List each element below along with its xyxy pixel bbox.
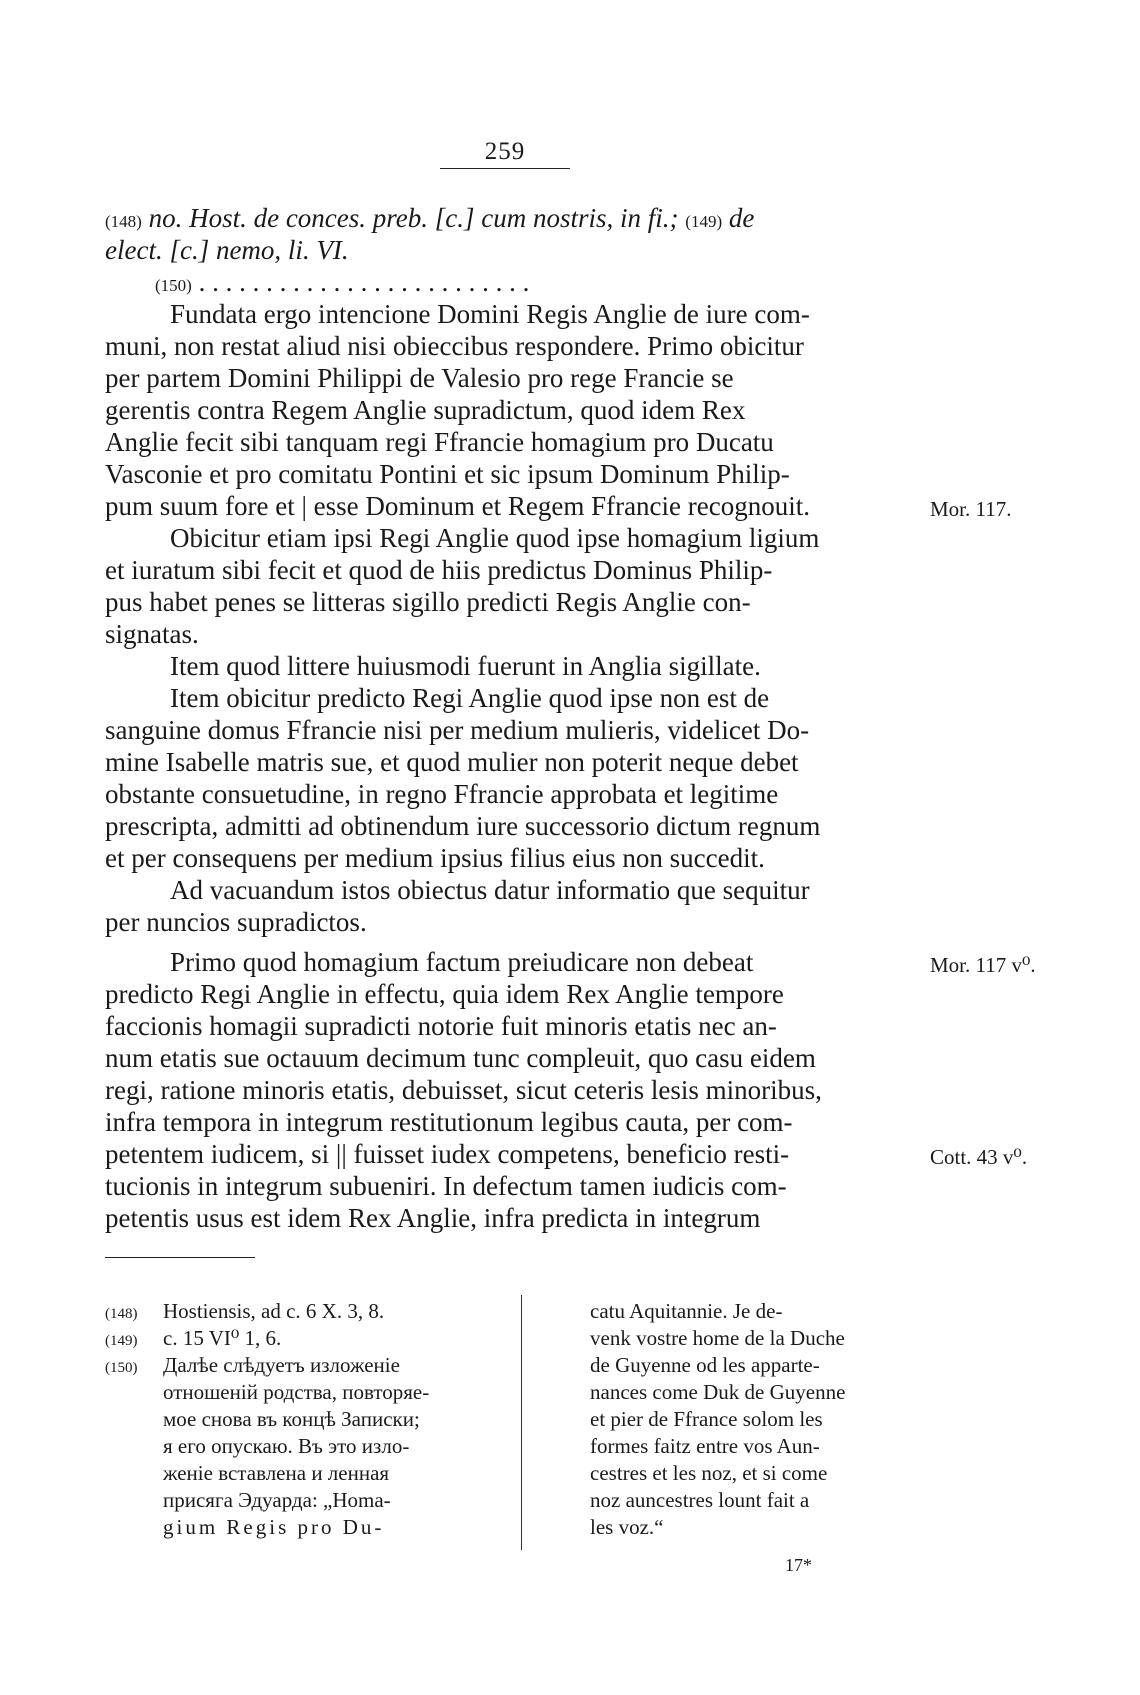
body-line: faccionis homagii supradicti notorie fuit minoris etatis nec an- (105, 1011, 777, 1041)
margin-reference: Mor. 117. (930, 497, 1012, 521)
body-line: per nuncios supradictos. (105, 907, 367, 937)
page-number: 259 (484, 138, 526, 165)
header-note-text: no. Host. de conces. preb. [c.] cum nostris, in fi.; (148, 203, 679, 233)
footnote-ref: (148) (105, 212, 142, 231)
footnote-text: Hostiensis, ad c. 6 X. 3, 8. (163, 1299, 385, 1323)
footnote-line: noz auncestres lount fait a (590, 1488, 810, 1512)
body-line: pum suum fore et | esse Dominum et Regem Ffrancie recognouit. (105, 491, 810, 521)
body-line: muni, non restat aliud nisi obieccibus respondere. Primo obicitur (105, 331, 804, 361)
body-line: Vasconie et pro comitatu Pontini et sic ipsum Dominum Philip- (105, 459, 790, 489)
header-note-line: elect. [c.] nemo, li. VI. (105, 235, 349, 265)
footnote-line: мое снова въ концѣ Записки; (163, 1407, 420, 1431)
footnote-mark: (149) (105, 1333, 138, 1349)
footnote-column-divider (521, 1295, 522, 1550)
header-note-line (105, 203, 754, 237)
body-line: pus habet penes se litteras sigillo predicti Regis Anglie con- (105, 587, 751, 617)
footnote-text: c. 15 VI⁰ 1, 6. (163, 1326, 282, 1350)
printer-signature: 17* (785, 1555, 812, 1575)
footnote-line: отношенiй родства, повторяе- (163, 1380, 430, 1404)
body-line: et iuratum sibi fecit et quod de hiis predictus Dominus Philip- (105, 555, 773, 585)
footnote-line: nances come Duk de Guyenne (590, 1380, 846, 1404)
footnote-line: les voz.“ (590, 1515, 664, 1539)
ellipsis-dots: . . . . . . . . . . . . . . . . . . . . . . . . . (198, 267, 530, 297)
body-line: petentem iudicem, si || fuisset iudex competens, beneficio resti- (105, 1139, 790, 1169)
body-line: num etatis sue octauum decimum tunc compleuit, quo casu eidem (105, 1043, 816, 1073)
footnote-line: женie вставлена и ленная (163, 1461, 390, 1485)
footnote-ref: (150) (155, 276, 192, 295)
body-line: Ad vacuandum istos obiectus datur informatio que sequitur (170, 875, 810, 905)
footnote-line: я его опускаю. Въ это изло- (163, 1434, 410, 1458)
body-line: infra tempora in integrum restitutionum legibus cauta, per com- (105, 1107, 793, 1137)
body-line: mine Isabelle matris sue, et quod mulier non poterit neque debet (105, 747, 799, 777)
footnote-line: et pier de Ffrance solom les (590, 1407, 823, 1431)
footnote-line (105, 1299, 384, 1326)
footnote-line: de Guyenne od les apparte- (590, 1353, 820, 1377)
footnote-line: присяга Эдуарда: „Homa- (163, 1488, 391, 1512)
body-line: Obicitur etiam ipsi Regi Anglie quod ipse homagium ligium (170, 523, 820, 553)
footnote-mark: (150) (105, 1360, 138, 1376)
body-line: Anglie fecit sibi tanquam regi Ffrancie homagium pro Ducatu (105, 427, 774, 457)
footnote-line: catu Aquitannie. Je de- (590, 1299, 783, 1323)
margin-reference: Cott. 43 v⁰. (930, 1145, 1028, 1169)
body-line: predicto Regi Anglie in effectu, quia idem Rex Anglie tempore (105, 979, 784, 1009)
footnote-line: formes faitz entre vos Aun- (590, 1434, 820, 1458)
margin-reference: Mor. 117 v⁰. (930, 953, 1036, 977)
body-line: sanguine domus Ffrancie nisi per medium mulieris, videlicet Do- (105, 715, 810, 745)
body-line: signatas. (105, 619, 199, 649)
body-line: Item quod littere huiusmodi fuerunt in Anglia sigillate. (170, 651, 761, 681)
footnote-rule (105, 1257, 255, 1258)
body-line: gerentis contra Regem Anglie supradictum, quod idem Rex (105, 395, 746, 425)
body-line: Item obicitur predicto Regi Anglie quod ipse non est de (170, 683, 770, 713)
body-line: Primo quod homagium factum preiudicare non debeat (170, 947, 754, 977)
body-line: prescripta, admitti ad obtinendum iure successorio dictum regnum (105, 811, 821, 841)
body-line: obstante consuetudine, in regno Ffrancie approbata et legitime (105, 779, 779, 809)
footnote-ref: (149) (685, 212, 723, 231)
header-note-line (155, 267, 529, 301)
body-line: tucionis in integrum subueniri. In defectum tamen iudicis com- (105, 1171, 787, 1201)
footnote-line (105, 1326, 281, 1353)
header-note-text: de (728, 203, 755, 233)
body-line: per partem Domini Philippi de Valesio pro rege Francie se (105, 363, 734, 393)
footnote-line: cestres et les noz, et si come (590, 1461, 828, 1485)
footnote-line (105, 1353, 400, 1380)
footnote-line: venk vostre home de la Duche (590, 1326, 845, 1350)
body-line: et per consequens per medium ipsius filius eius non succedit. (105, 843, 765, 873)
body-line: regi, ratione minoris etatis, debuisset, sicut ceteris lesis minoribus, (105, 1075, 822, 1105)
body-line: Fundata ergo intencione Domini Regis Anglie de iure com- (170, 299, 810, 329)
body-line: petentis usus est idem Rex Anglie, infra predicta in integrum (105, 1203, 761, 1233)
footnote-mark: (148) (105, 1306, 138, 1322)
footnote-text: Далѣе слѣдуетъ изложенie (163, 1353, 400, 1377)
footnote-line: gium Regis pro Du- (163, 1515, 385, 1539)
